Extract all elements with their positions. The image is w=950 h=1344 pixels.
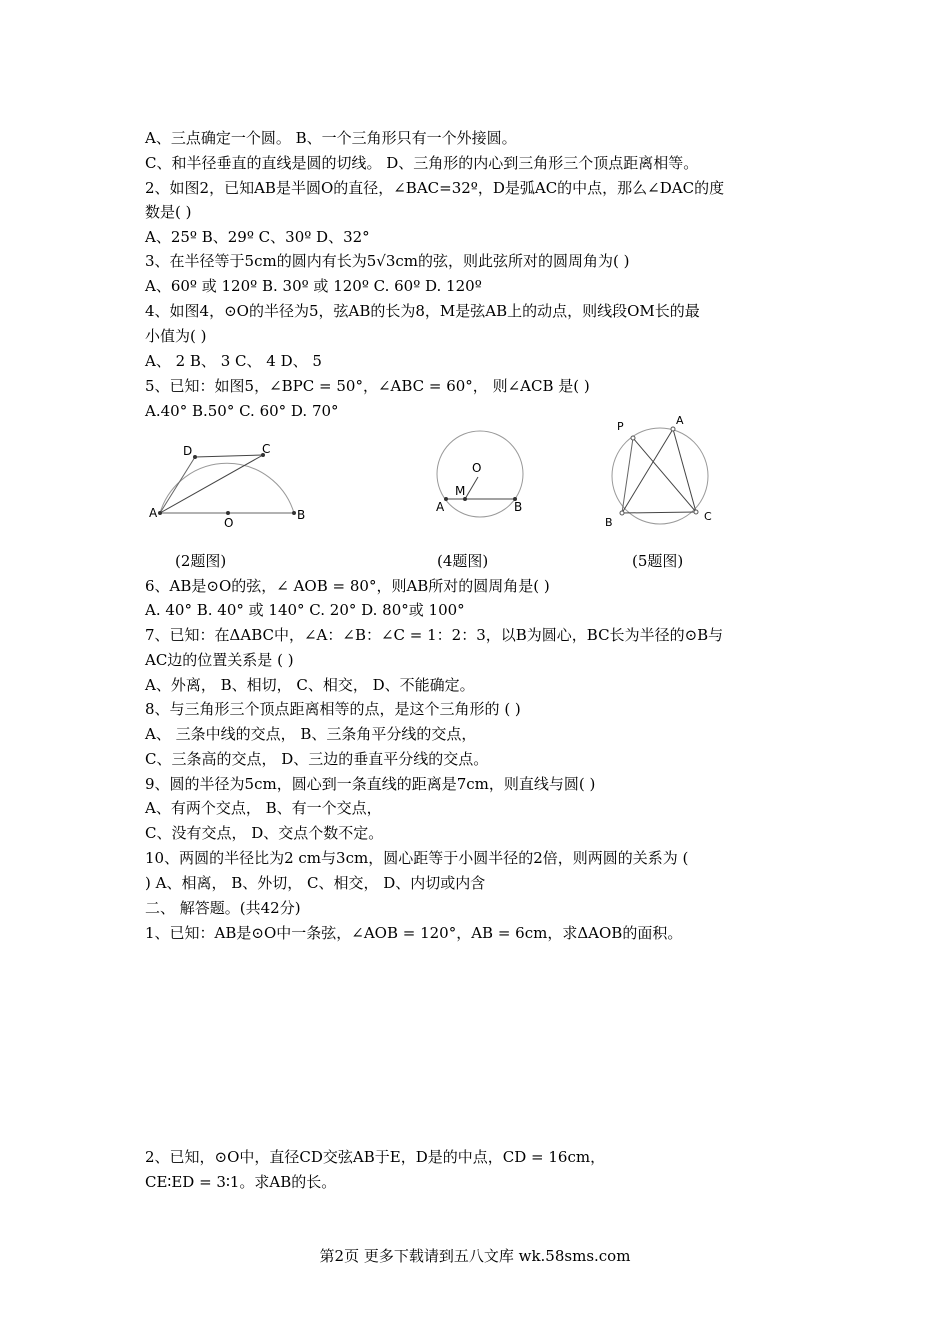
chord-ad <box>160 457 195 513</box>
question-line: CE∶ED = 3∶1。求AB的长。 <box>145 1173 337 1191</box>
question-line: 小值为( ) <box>145 327 207 345</box>
question-line: ) A、相离， B、外切， C、相交， D、内切或内含 <box>145 874 486 892</box>
label-c: C <box>704 510 712 523</box>
section-heading: 二、 解答题。(共42分) <box>145 899 301 917</box>
figure-2-caption: (2题图) <box>175 552 227 570</box>
question-line: C、没有交点， D、交点个数不定。 <box>145 824 384 842</box>
label-b: B <box>514 500 523 514</box>
figure-5-circle <box>600 410 725 535</box>
question-line: 10、两圆的半径比为2 cm与3cm，圆心距等于小圆半径的2倍，则两圆的关系为 ( <box>145 849 689 867</box>
question-line: 5、已知：如图5，∠BPC = 50°，∠ABC = 60°， 则∠ACB 是( ) <box>145 377 590 395</box>
label-a: A <box>149 506 158 520</box>
question-line: A. 40° B. 40° 或 140° C. 20° D. 80°或 100° <box>145 601 465 619</box>
question-line: A、外离， B、相切， C、相交， D、不能确定。 <box>145 676 475 694</box>
question-line: 4、如图4，⊙O的半径为5，弦AB的长为8，M是弦AB上的动点，则线段OM长的最 <box>145 302 700 320</box>
semicircle-arc <box>160 463 294 513</box>
label-b: B <box>297 508 306 522</box>
label-d: D <box>183 444 193 458</box>
question-line: 9、圆的半径为5cm，圆心到一条直线的距离是7cm，则直线与圆( ) <box>145 775 596 793</box>
segment-dc <box>195 455 263 457</box>
page-footer: 第2页 更多下载请到五八文库 wk.58sms.com <box>319 1247 631 1265</box>
label-m: M <box>455 484 466 498</box>
figure-4-caption: (4题图) <box>437 552 489 570</box>
question-line: C、和半径垂直的直线是圆的切线。 D、三角形的内心到三角形三个顶点距离相等。 <box>145 154 699 172</box>
question-line: 2、已知，⊙O中，直径CD交弦AB于E，D是的中点，CD = 16cm， <box>145 1148 606 1166</box>
question-line: 数是( ) <box>145 203 192 221</box>
segment-om <box>465 477 478 499</box>
label-c: C <box>262 442 271 456</box>
label-a: A <box>436 500 445 514</box>
figure-5-caption: (5题图) <box>632 552 684 570</box>
label-o: O <box>472 461 482 475</box>
question-line: A、60º 或 120º B. 30º 或 120º C. 60º D. 120º <box>145 277 482 295</box>
question-line: A.40° B.50° C. 60° D. 70° <box>145 402 339 420</box>
label-a: A <box>676 414 684 427</box>
label-o: O <box>224 516 234 530</box>
question-line: 7、已知：在ΔABC中，∠A：∠B：∠C = 1：2：3，以B为圆心，BC长为半径的⊙B与 <box>145 626 724 644</box>
question-line: 1、已知：AB是⊙O中一条弦，∠AOB = 120°，AB = 6cm，求ΔAOB的面积。 <box>145 924 683 942</box>
question-line: A、 三条中线的交点， B、三条角平分线的交点， <box>145 725 477 743</box>
question-line: AC边的位置关系是 ( ) <box>145 651 294 669</box>
label-b: B <box>605 516 613 529</box>
question-line: 8、与三角形三个顶点距离相等的点，是这个三角形的 ( ) <box>145 700 521 718</box>
question-line: A、25º B、29º C、30º D、32° <box>145 228 370 246</box>
chord-ac <box>160 455 263 513</box>
question-line: A、三点确定一个圆。 B、一个三角形只有一个外接圆。 <box>145 129 517 147</box>
question-line: A、 2 B、 3 C、 4 D、 5 <box>145 352 322 370</box>
question-line: 6、AB是⊙O的弦，∠ AOB = 80°，则AB所对的圆周角是( ) <box>145 577 550 595</box>
question-line: 2、如图2，已知AB是半圆O的直径，∠BAC=32º，D是弧AC的中点，那么∠DAC的度 <box>145 179 725 197</box>
question-line: 3、在半径等于5cm的圆内有长为5√3cm的弦，则此弦所对的圆周角为( ) <box>145 252 630 270</box>
figure-2-semicircle <box>145 435 315 535</box>
question-line: A、有两个交点， B、有一个交点， <box>145 799 382 817</box>
figure-4-circle <box>430 425 530 525</box>
question-line: C、三条高的交点， D、三边的垂直平分线的交点。 <box>145 750 489 768</box>
label-p: P <box>617 420 624 433</box>
